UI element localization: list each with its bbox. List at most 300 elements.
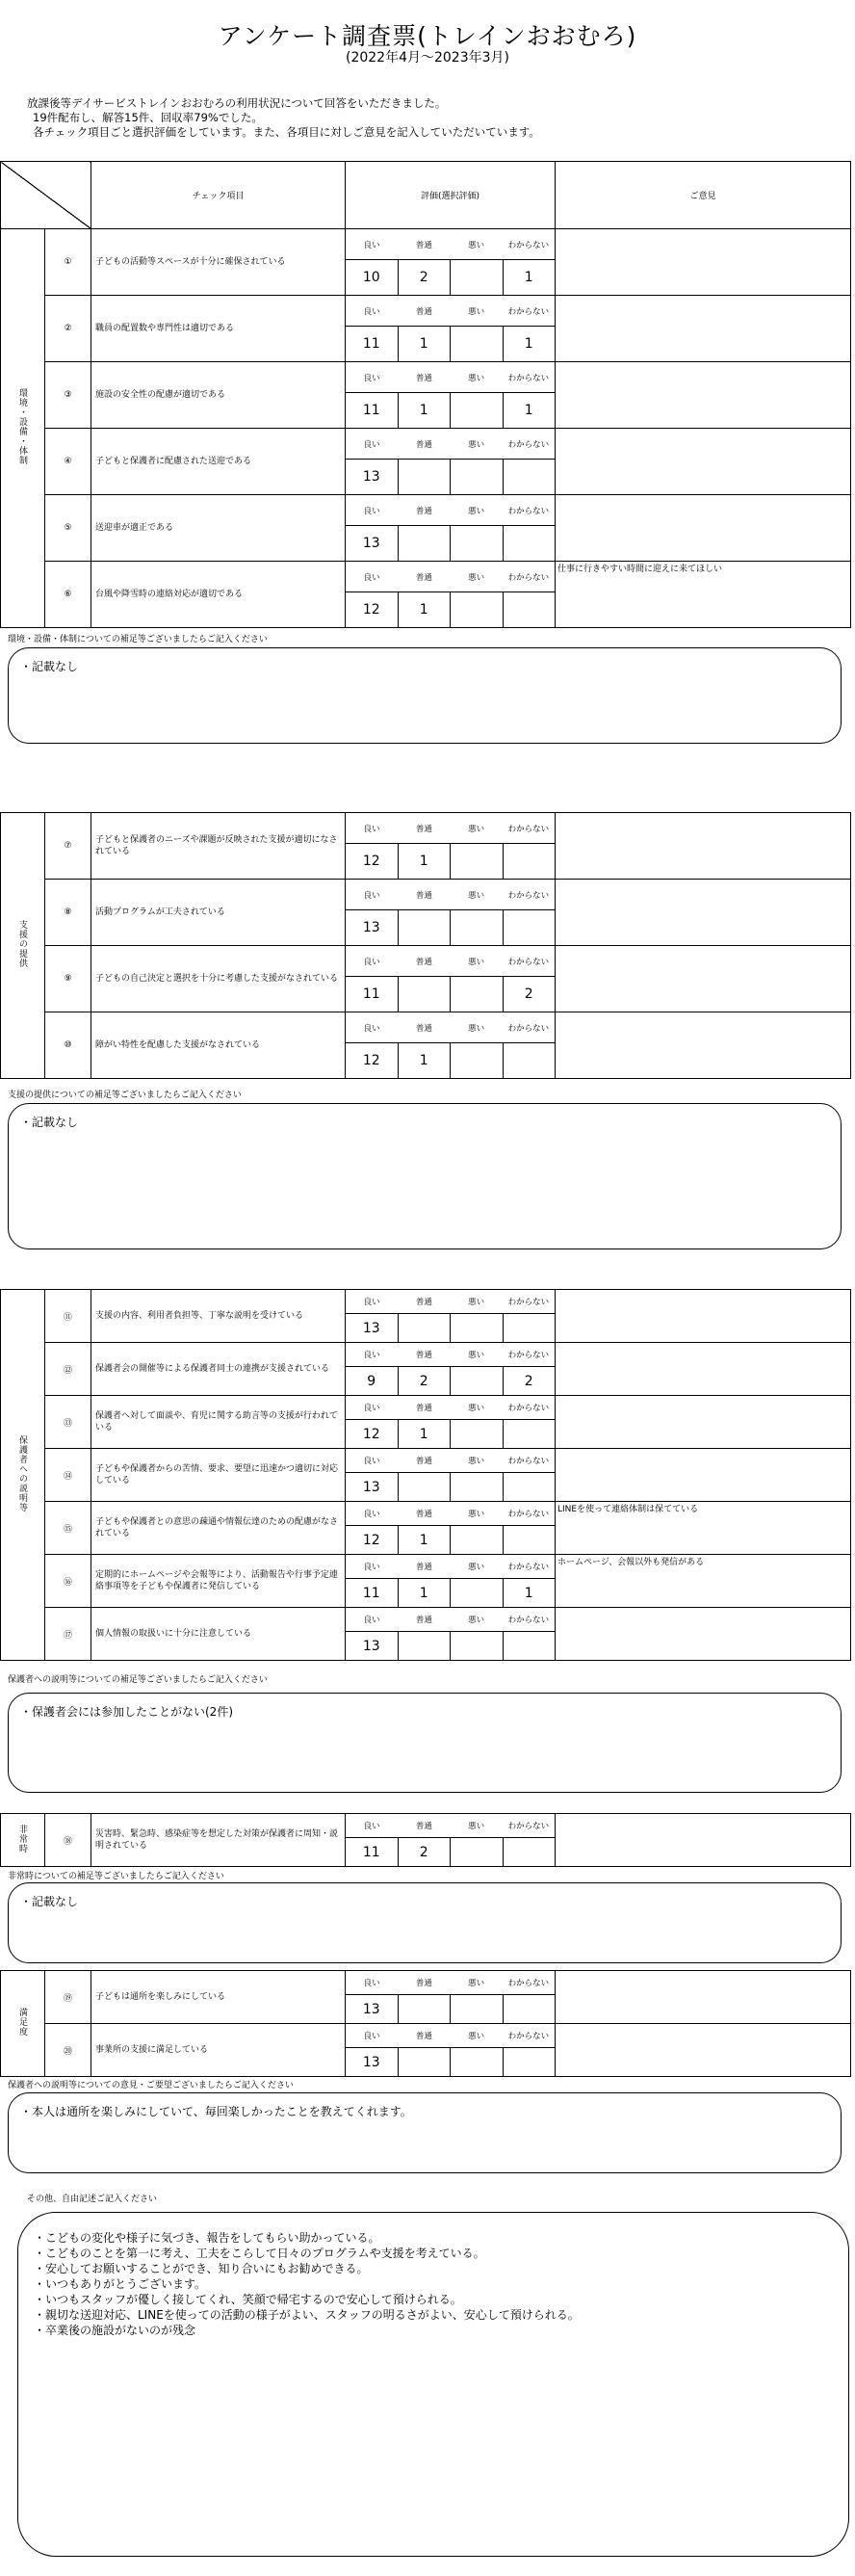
intro-line: 各チェック項目ごと選択評価をしています。また、各項目に対しご意見を記入していただいています。 (33, 125, 540, 139)
count-bad (450, 526, 503, 561)
category-label: 満足度 (17, 2008, 27, 2037)
rating-cell (346, 1396, 556, 1449)
scale-bad: 悪い (468, 506, 485, 516)
scale-normal: 普通 (415, 824, 432, 834)
check-item: 保護者へ対して面談や、育児に関する助言等の支援が行われている (91, 1396, 346, 1449)
item-number: ⑦ (45, 813, 91, 880)
survey-row (1, 1608, 851, 1661)
item-number: ③ (45, 362, 91, 429)
count-good: 12 (362, 1532, 380, 1548)
count-normal: 1 (398, 327, 451, 361)
count-normal: 1 (398, 844, 451, 879)
rating-cell (346, 1012, 556, 1079)
check-item: 子どもや保護者との意思の疎通や情報伝達のための配慮がなされている (91, 1502, 346, 1555)
free-text-line: ・こどもの変化や様子に気づき、報告をしてもらい助かっている。 (34, 2231, 380, 2245)
page-title: アンケート調査票(トレインおおむろ) (218, 22, 637, 50)
scale-unknown: わからない (507, 1351, 550, 1360)
scale-bad: 悪い (468, 1616, 485, 1625)
check-item: 活動プログラムが工夫されている (91, 880, 346, 946)
scale-unknown: わからない (507, 1510, 550, 1519)
count-unknown (503, 2048, 556, 2076)
survey-table-emergency (0, 1813, 851, 1867)
rating-cell (346, 1555, 556, 1608)
page-subtitle: (2022年4月〜2023年3月) (346, 50, 509, 66)
rating-cell (346, 1608, 556, 1661)
item-number: ⑳ (45, 2024, 91, 2077)
count-bad (450, 327, 503, 361)
scale-normal: 普通 (415, 1616, 432, 1625)
count-normal (398, 460, 451, 494)
rating-scale (346, 1971, 555, 1994)
check-item: 災害時、緊急時、感染症等を想定した対策が保護者に周知・説明されている (91, 1814, 346, 1867)
category-cell (1, 1971, 45, 2077)
count-bad (450, 1314, 503, 1342)
item-number: ⑬ (45, 1396, 91, 1449)
check-item: 子どもの自己決定と選択を十分に考慮した支援がなされている (91, 946, 346, 1012)
count-normal (398, 1632, 451, 1660)
survey-row (1, 1502, 851, 1555)
opinion-cell (556, 296, 851, 362)
note-box-satisfaction (8, 2092, 842, 2173)
check-item: 子どもの活動等スペースが十分に確保されている (91, 229, 346, 296)
scale-unknown: わからない (507, 1023, 550, 1034)
check-item: 子どもは通所を楽しみにしている (91, 1971, 346, 2024)
rating-values (346, 1313, 555, 1342)
count-normal: 2 (398, 1838, 451, 1866)
scale-good: 良い (363, 1822, 380, 1831)
scale-bad: 悪い (468, 1351, 485, 1360)
scale-bad: 悪い (468, 306, 485, 317)
survey-row (1, 562, 851, 628)
scale-unknown: わからない (507, 1404, 550, 1413)
scale-unknown: わからない (507, 240, 550, 250)
scale-unknown: わからない (507, 572, 550, 583)
count-bad (450, 1995, 503, 2023)
check-item: 施設の安全性の配慮が適切である (91, 362, 346, 429)
rating-scale (346, 495, 555, 525)
survey-row (1, 1343, 851, 1396)
count-unknown (503, 844, 556, 879)
rating-scale (346, 880, 555, 909)
scale-good: 良い (363, 1563, 380, 1572)
note-text: ・保護者会には参加したことがない(2件) (20, 1705, 233, 1719)
count-unknown (503, 1473, 556, 1501)
survey-row (1, 1555, 851, 1608)
count-bad (450, 1043, 503, 1078)
item-number: ⑲ (45, 1971, 91, 2024)
intro-text (27, 96, 540, 140)
scale-bad: 悪い (468, 1510, 485, 1519)
check-item: 個人情報の取扱いに十分に注意している (91, 1608, 346, 1661)
scale-bad: 悪い (468, 439, 485, 450)
count-unknown: 1 (503, 1579, 556, 1607)
opinion-cell: LINEを使って連絡体制は保てている (556, 1502, 851, 1555)
scale-normal: 普通 (415, 373, 432, 383)
category-cell (1, 1814, 45, 1867)
opinion-cell (556, 1290, 851, 1343)
rating-cell (346, 362, 556, 429)
rating-scale (346, 562, 555, 591)
check-item: 支援の内容、利用者負担等、丁寧な説明を受けている (91, 1290, 346, 1343)
rating-values (346, 1631, 555, 1660)
survey-table-satisfaction (0, 1970, 851, 2077)
scale-normal: 普通 (415, 1351, 432, 1360)
scale-bad: 悪い (468, 373, 485, 383)
opinion-cell (556, 946, 851, 1012)
check-item: 子どもや保護者からの苦情、要求、要望に迅速かつ適切に対応している (91, 1449, 346, 1502)
count-unknown: 1 (503, 327, 556, 361)
count-normal (398, 910, 451, 945)
rating-scale (346, 296, 555, 326)
opinion-cell (556, 1449, 851, 1502)
note-label-explanation: 保護者への説明等についての補足等ございましたらご記入ください (8, 1675, 268, 1685)
scale-bad: 悪い (468, 240, 485, 250)
count-normal: 1 (398, 1420, 451, 1448)
category-label: 環境・設備・体制 (17, 388, 27, 465)
count-unknown: 1 (503, 260, 556, 295)
rating-values (346, 976, 555, 1012)
rating-values (346, 1472, 555, 1501)
scale-unknown: わからない (507, 1298, 550, 1307)
note-label-environment: 環境・設備・体制についての補足等ございましたらご記入ください (8, 635, 268, 644)
scale-bad: 悪い (468, 957, 485, 967)
count-good: 13 (362, 536, 380, 551)
count-normal (398, 1314, 451, 1342)
opinion-cell (556, 880, 851, 946)
scale-normal: 普通 (415, 1510, 432, 1519)
survey-row (1, 1290, 851, 1343)
count-normal: 1 (398, 1526, 451, 1554)
item-number: ② (45, 296, 91, 362)
scale-bad: 悪い (468, 824, 485, 834)
count-bad (450, 1838, 503, 1866)
count-good: 12 (362, 854, 380, 869)
count-good: 13 (362, 1638, 380, 1654)
item-number: ⑨ (45, 946, 91, 1012)
item-number: ④ (45, 429, 91, 495)
scale-bad: 悪い (468, 1457, 485, 1466)
item-number: ⑫ (45, 1343, 91, 1396)
category-label: 支援の提供 (17, 920, 27, 968)
opinion-cell (556, 1971, 851, 2024)
count-good: 11 (362, 403, 380, 418)
count-normal (398, 526, 451, 561)
count-bad (450, 2048, 503, 2076)
rating-cell (346, 429, 556, 495)
rating-cell (346, 946, 556, 1012)
rating-cell (346, 1343, 556, 1396)
survey-row (1, 1971, 851, 2024)
count-good: 11 (362, 1585, 380, 1601)
note-text: ・記載なし (20, 1116, 79, 1129)
note-box-explanation (8, 1693, 842, 1793)
note-label-support: 支援の提供についての補足等ございましたらご記入ください (8, 1091, 242, 1100)
count-good: 13 (362, 2001, 380, 2017)
opinion-cell (556, 1012, 851, 1079)
count-unknown: 2 (503, 1367, 556, 1395)
item-number: ⑭ (45, 1449, 91, 1502)
count-bad (450, 1367, 503, 1395)
count-normal (398, 1473, 451, 1501)
opinion-cell (556, 1396, 851, 1449)
rating-cell (346, 1290, 556, 1343)
category-cell (1, 1290, 45, 1661)
note-label-emergency: 非常時についての補足等ございましたらご記入ください (8, 1872, 224, 1881)
survey-row (1, 2024, 851, 2077)
count-normal (398, 2048, 451, 2076)
count-good: 11 (362, 336, 380, 352)
rating-scale (346, 946, 555, 976)
scale-good: 良い (363, 240, 380, 250)
count-bad (450, 393, 503, 428)
note-text: ・本人は通所を楽しみにしていて、毎回楽しかったことを教えてくれます。 (20, 2105, 412, 2118)
count-bad (450, 1579, 503, 1607)
check-item: 送迎車が適正である (91, 495, 346, 562)
survey-row (1, 946, 851, 1012)
count-unknown (503, 1314, 556, 1342)
table-header-row (1, 162, 851, 229)
survey-row (1, 880, 851, 946)
rating-cell (346, 296, 556, 362)
scale-unknown: わからない (507, 1616, 550, 1625)
scale-unknown: わからない (507, 506, 550, 516)
check-item: 定期的にホームページや会報等により、活動報告や行事予定連絡事項等を子どもや保護者に発信している (91, 1555, 346, 1608)
rating-values (346, 2047, 555, 2076)
count-normal: 2 (398, 1367, 451, 1395)
free-text-line: ・こどものことを第一に考え、工夫をこらして日々のプログラムや支援を考えている。 (34, 2247, 485, 2260)
survey-row (1, 1396, 851, 1449)
scale-unknown: わからない (507, 1822, 550, 1831)
rating-values (346, 1042, 555, 1078)
rating-values (346, 1994, 555, 2023)
note-text: ・記載なし (20, 1895, 79, 1908)
scale-bad: 悪い (468, 1979, 485, 1988)
count-good: 12 (362, 1053, 380, 1068)
opinion-cell (556, 495, 851, 562)
scale-normal: 普通 (415, 890, 432, 901)
rating-values (346, 909, 555, 945)
rating-values (346, 1366, 555, 1395)
header-diagonal-cell (1, 162, 91, 229)
free-text-line: ・親切な送迎対応、LINEを使っての活動の様子がよい、スタッフの明るさがよい、安心して預けられる。 (34, 2308, 580, 2322)
rating-values (346, 525, 555, 561)
count-unknown (503, 1632, 556, 1660)
scale-good: 良い (363, 439, 380, 450)
rating-values (346, 1578, 555, 1607)
rating-values (346, 1837, 555, 1866)
rating-values (346, 459, 555, 494)
scale-good: 良い (363, 306, 380, 317)
rating-values (346, 1525, 555, 1554)
item-number: ⑧ (45, 880, 91, 946)
check-item: 子どもと保護者のニーズや課題が反映された支援が適切になされている (91, 813, 346, 880)
survey-row (1, 362, 851, 429)
opinion-cell (556, 1814, 851, 1867)
opinion-cell: 仕事に行きやすい時間に迎えに来てほしい (556, 562, 851, 628)
count-unknown (503, 592, 556, 627)
rating-values (346, 591, 555, 627)
opinion-cell (556, 362, 851, 429)
check-item: 事業所の支援に満足している (91, 2024, 346, 2077)
scale-unknown: わからない (507, 306, 550, 317)
scale-unknown: わからない (507, 890, 550, 901)
rating-cell (346, 1971, 556, 2024)
rating-cell (346, 1814, 556, 1867)
scale-unknown: わからない (507, 1457, 550, 1466)
category-label: 保護者への説明等 (17, 1434, 27, 1512)
scale-bad: 悪い (468, 1023, 485, 1034)
rating-scale (346, 1449, 555, 1472)
count-good: 13 (362, 1479, 380, 1495)
opinion-cell: ホームページ、会報以外も発信がある (556, 1555, 851, 1608)
check-item: 保護者会の開催等による保護者同士の連携が支援されている (91, 1343, 346, 1396)
survey-row (1, 813, 851, 880)
scale-bad: 悪い (468, 890, 485, 901)
opinion-cell (556, 1608, 851, 1661)
scale-normal: 普通 (415, 1563, 432, 1572)
scale-good: 良い (363, 957, 380, 967)
scale-unknown: わからない (507, 373, 550, 383)
scale-good: 良い (363, 1510, 380, 1519)
count-bad (450, 1473, 503, 1501)
free-text-label: その他、自由記述ご記入ください (27, 2195, 158, 2204)
scale-bad: 悪い (468, 1822, 485, 1831)
scale-bad: 悪い (468, 1298, 485, 1307)
count-good: 11 (362, 986, 380, 1002)
count-bad (450, 844, 503, 879)
check-item: 台風や降雪時の連絡対応が適切である (91, 562, 346, 628)
opinion-cell (556, 2024, 851, 2077)
scale-good: 良い (363, 1404, 380, 1413)
count-unknown (503, 526, 556, 561)
rating-values (346, 392, 555, 428)
intro-line: 19件配布し、解答15件、回収率79%でした。 (33, 111, 263, 124)
survey-table-support (0, 812, 851, 1079)
rating-values (346, 843, 555, 879)
count-bad (450, 910, 503, 945)
count-good: 11 (362, 1844, 380, 1860)
rating-cell (346, 1449, 556, 1502)
scale-normal: 普通 (415, 1979, 432, 1988)
scale-normal: 普通 (415, 572, 432, 583)
scale-good: 良い (363, 2032, 380, 2041)
scale-bad: 悪い (468, 572, 485, 583)
check-item: 子どもと保護者に配慮された送迎である (91, 429, 346, 495)
scale-normal: 普通 (415, 1404, 432, 1413)
count-good: 13 (362, 1320, 380, 1336)
scale-normal: 普通 (415, 306, 432, 317)
scale-good: 良い (363, 572, 380, 583)
count-good: 12 (362, 1426, 380, 1442)
rating-cell (346, 495, 556, 562)
note-box-support (8, 1103, 842, 1249)
rating-cell (346, 1502, 556, 1555)
count-normal: 2 (398, 260, 451, 295)
note-label-satisfaction: 保護者への説明等についての意見・ご要望ございましたらご記入ください (8, 2081, 294, 2090)
rating-scale (346, 429, 555, 459)
rating-scale (346, 813, 555, 843)
rating-scale (346, 2024, 555, 2047)
count-unknown (503, 1995, 556, 2023)
count-good: 9 (367, 1373, 376, 1389)
header-check-items: チェック項目 (91, 162, 346, 229)
check-item: 障がい特性を配慮した支援がなされている (91, 1012, 346, 1079)
free-text-box (17, 2212, 849, 2557)
rating-cell (346, 229, 556, 296)
opinion-cell (556, 813, 851, 880)
count-normal: 1 (398, 592, 451, 627)
count-unknown (503, 1043, 556, 1078)
rating-scale (346, 1343, 555, 1366)
scale-bad: 悪い (468, 1404, 485, 1413)
count-bad (450, 1632, 503, 1660)
rating-scale (346, 229, 555, 259)
item-number: ⑤ (45, 495, 91, 562)
count-unknown (503, 1838, 556, 1866)
item-number: ⑪ (45, 1290, 91, 1343)
item-number: ⑩ (45, 1012, 91, 1079)
count-good: 13 (362, 2054, 380, 2070)
count-normal (398, 1995, 451, 2023)
count-bad (450, 977, 503, 1012)
rating-cell (346, 562, 556, 628)
opinion-cell (556, 429, 851, 495)
survey-row (1, 1012, 851, 1079)
item-number: ⑥ (45, 562, 91, 628)
rating-scale (346, 1608, 555, 1631)
free-text-line: ・いつもスタッフが優しく接してくれ、笑顔で帰宅するので安心して預けられる。 (34, 2293, 462, 2306)
rating-values (346, 1419, 555, 1448)
note-box-environment (8, 647, 842, 744)
free-text-line: ・いつもありがとうございます。 (34, 2277, 207, 2291)
survey-table-environment (0, 161, 851, 628)
count-good: 10 (362, 270, 380, 285)
rating-scale (346, 1814, 555, 1837)
scale-unknown: わからない (507, 824, 550, 834)
note-text: ・記載なし (20, 660, 79, 673)
scale-good: 良い (363, 506, 380, 516)
item-number: ⑰ (45, 1608, 91, 1661)
scale-bad: 悪い (468, 1563, 485, 1572)
scale-normal: 普通 (415, 2032, 432, 2041)
scale-normal: 普通 (415, 1457, 432, 1466)
scale-normal: 普通 (415, 1023, 432, 1034)
count-normal (398, 977, 451, 1012)
item-number: ⑮ (45, 1502, 91, 1555)
scale-good: 良い (363, 890, 380, 901)
opinion-cell (556, 1343, 851, 1396)
survey-row (1, 229, 851, 296)
item-number: ① (45, 229, 91, 296)
rating-cell (346, 880, 556, 946)
scale-normal: 普通 (415, 439, 432, 450)
count-unknown (503, 1420, 556, 1448)
note-box-emergency (8, 1882, 842, 1963)
count-bad (450, 592, 503, 627)
count-bad (450, 460, 503, 494)
rating-values (346, 326, 555, 361)
header-opinions: ご意見 (556, 162, 851, 229)
scale-good: 良い (363, 1979, 380, 1988)
item-number: ⑯ (45, 1555, 91, 1608)
scale-unknown: わからない (507, 439, 550, 450)
count-normal: 1 (398, 1043, 451, 1078)
check-item: 職員の配置数や専門性は適切である (91, 296, 346, 362)
count-bad (450, 1526, 503, 1554)
rating-scale (346, 1396, 555, 1419)
free-text-line: ・卒業後の施設がないのが残念 (34, 2324, 196, 2337)
count-bad (450, 1420, 503, 1448)
